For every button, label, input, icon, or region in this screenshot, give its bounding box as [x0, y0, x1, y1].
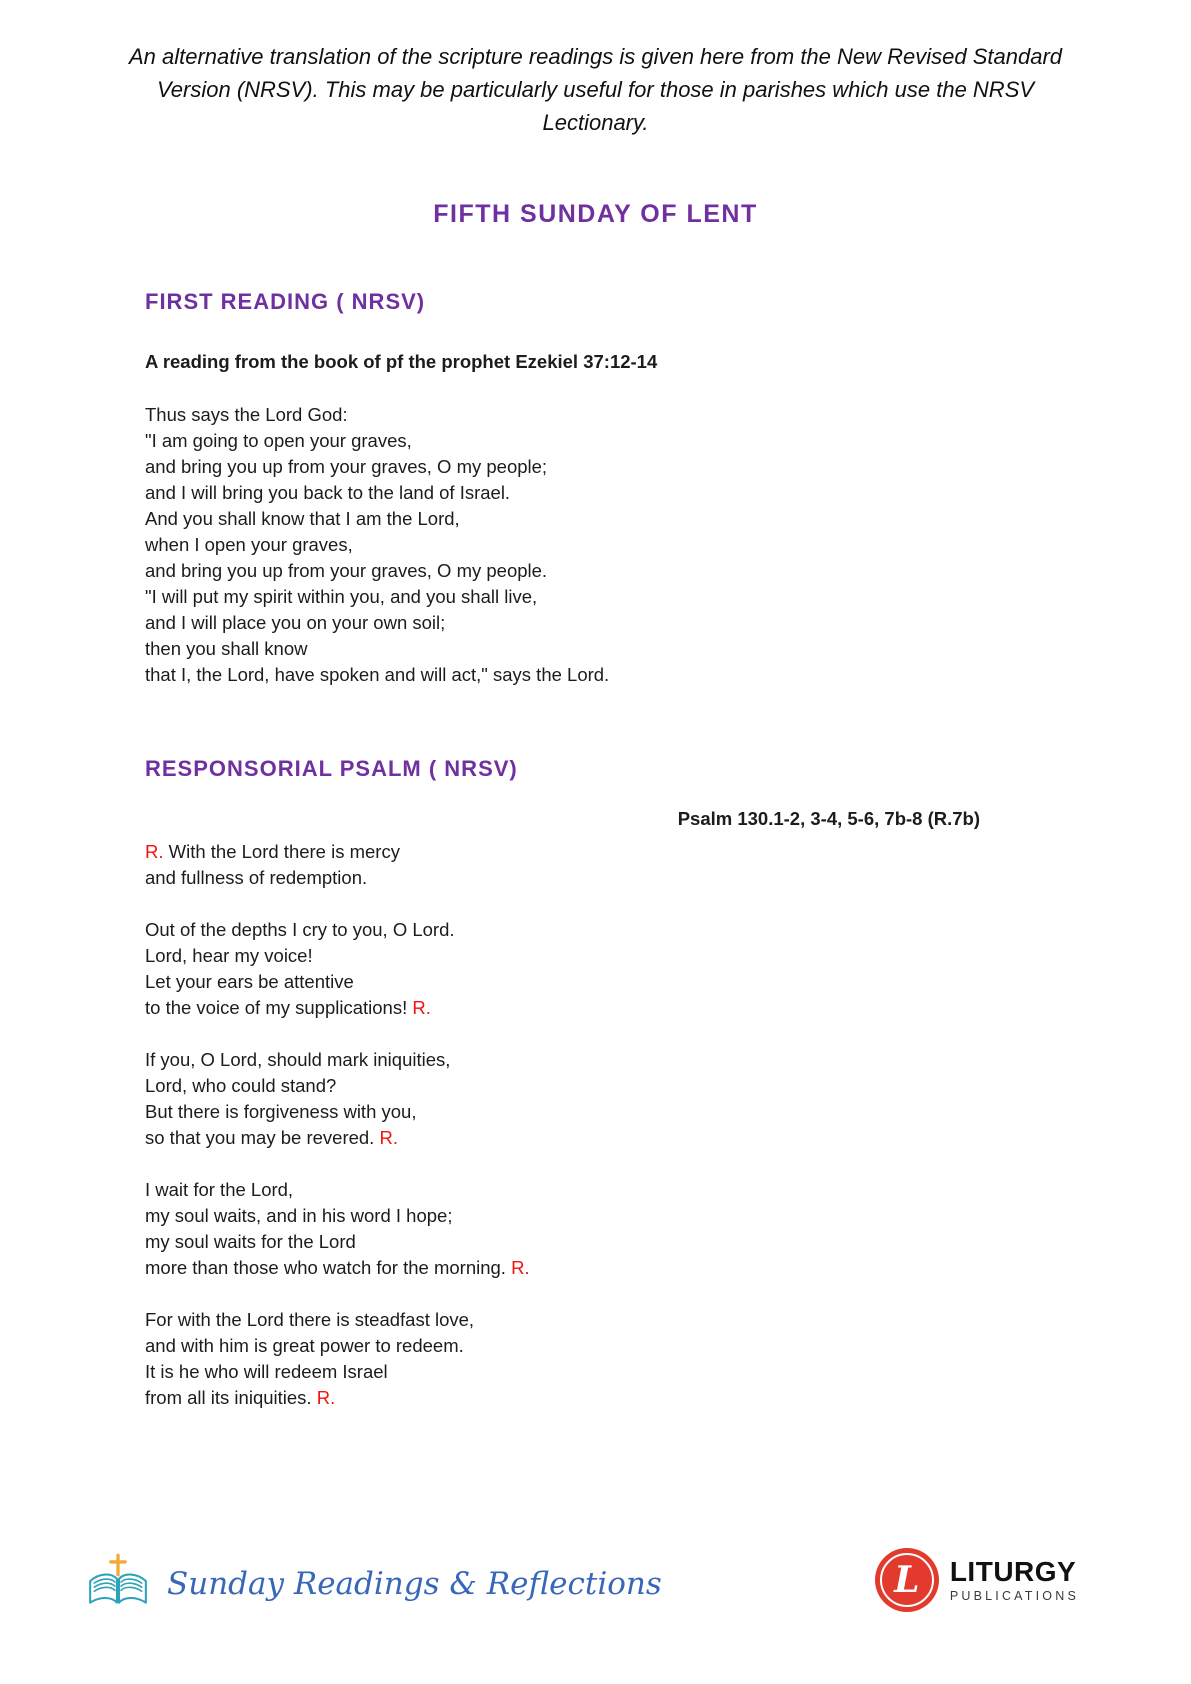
brand-wordmark: Sunday Readings & Reflections	[167, 1566, 662, 1602]
psalm-line: my soul waits, and in his word I hope;	[145, 1205, 453, 1226]
open-book-with-cross-icon	[85, 1551, 151, 1616]
psalm-line: But there is forgiveness with you,	[145, 1101, 417, 1122]
first-reading-source: A reading from the book of pf the prophet Ezekiel 37:12-14	[145, 351, 658, 372]
psalm-stanza	[145, 917, 980, 1021]
response-marker: R.	[145, 841, 164, 862]
psalm-line: to the voice of my supplications! R.	[145, 997, 431, 1018]
psalm-citation: Psalm 130.1-2, 3-4, 5-6, 7b-8 (R.7b)	[677, 808, 980, 829]
monogram-letter: L	[894, 1559, 920, 1601]
reading-line: when I open your graves,	[145, 534, 353, 555]
reading-line: Thus says the Lord God:	[145, 404, 348, 425]
reading-line: then you shall know	[145, 638, 308, 659]
reading-line: And you shall know that I am the Lord,	[145, 508, 460, 529]
psalm-heading: RESPONSORIAL PSALM ( NRSV)	[145, 756, 518, 781]
psalm-line: and with him is great power to redeem.	[145, 1335, 464, 1356]
psalm-line: If you, O Lord, should mark iniquities,	[145, 1049, 451, 1070]
psalm-response-line: R. With the Lord there is mercy	[145, 841, 400, 862]
psalm-line: Let your ears be attentive	[145, 971, 354, 992]
psalm-line: Lord, hear my voice!	[145, 945, 313, 966]
psalm-section	[145, 755, 980, 1411]
psalm-line: I wait for the Lord,	[145, 1179, 294, 1200]
reading-line: that I, the Lord, have spoken and will act," says the Lord.	[145, 664, 610, 685]
brand-block	[85, 1551, 662, 1616]
psalm-response	[145, 839, 980, 891]
reading-line: "I will put my spirit within you, and you shall live,	[145, 586, 538, 607]
psalm-line: my soul waits for the Lord	[145, 1231, 356, 1252]
psalm-line: so that you may be revered. R.	[145, 1127, 398, 1148]
publisher-text	[949, 1555, 1079, 1603]
first-reading-heading: FIRST READING ( NRSV)	[145, 289, 426, 314]
page-title: FIFTH SUNDAY OF LENT	[433, 200, 758, 228]
reading-line: and bring you up from your graves, O my people.	[145, 560, 548, 581]
publisher-name: LITURGY	[949, 1555, 1077, 1587]
reading-line: "I am going to open your graves,	[145, 430, 412, 451]
response-marker: R.	[412, 997, 431, 1018]
psalm-line: Out of the depths I cry to you, O Lord.	[145, 919, 455, 940]
intro-note: An alternative translation of the scripture readings is given here from the New Revised Standard Version (NRSV). This may be particularly useful for those in parishes which use the NRSV Lectionary.	[128, 44, 1063, 135]
psalm-stanzas	[145, 917, 980, 1411]
page-footer	[85, 1548, 1079, 1616]
psalm-stanza	[145, 1047, 980, 1151]
liturgy-monogram-icon	[875, 1548, 939, 1612]
psalm-stanza	[145, 1307, 980, 1411]
publisher-subtitle: PUBLICATIONS	[949, 1588, 1079, 1603]
reading-line: and bring you up from your graves, O my people;	[145, 456, 548, 477]
response-marker: R.	[316, 1387, 336, 1408]
psalm-line: Lord, who could stand?	[145, 1075, 337, 1096]
psalm-line: For with the Lord there is steadfast love,	[145, 1309, 475, 1330]
response-marker: R.	[511, 1257, 530, 1278]
publisher-block	[875, 1548, 1079, 1612]
psalm-line: from all its iniquities. R.	[145, 1387, 336, 1408]
reading-line: and I will bring you back to the land of Israel.	[145, 482, 511, 503]
response-marker: R.	[379, 1127, 398, 1148]
reading-line: and I will place you on your own soil;	[145, 612, 446, 633]
first-reading-body	[145, 402, 980, 688]
psalm-line: more than those who watch for the morning. R.	[145, 1257, 530, 1278]
psalm-line: It is he who will redeem Israel	[145, 1361, 388, 1382]
psalm-response-line: and fullness of redemption.	[145, 867, 368, 888]
first-reading-section	[145, 288, 980, 688]
psalm-stanza	[145, 1177, 980, 1281]
